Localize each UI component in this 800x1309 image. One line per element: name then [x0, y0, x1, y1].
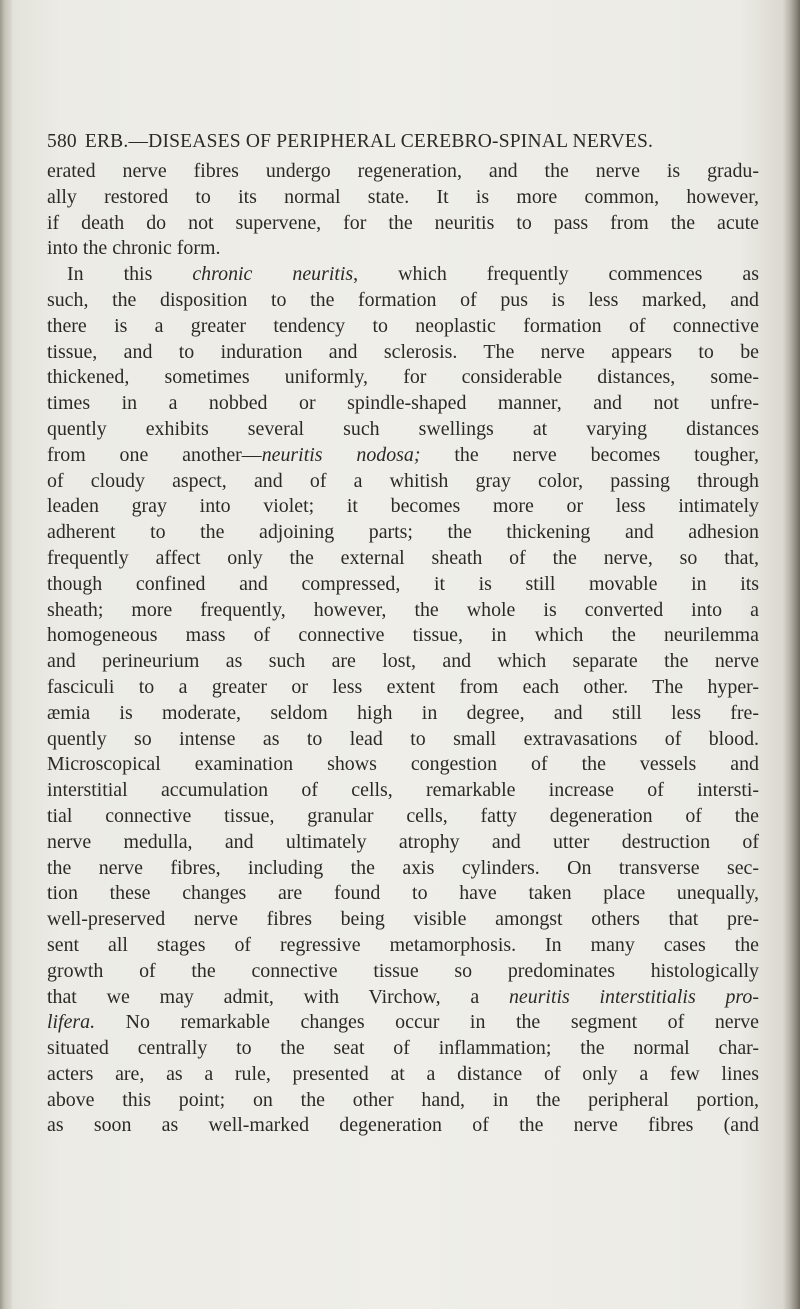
text-line	[47, 262, 759, 288]
italic-term: neuritis interstitialis pro-	[508, 985, 759, 1008]
text-fragment: In this	[67, 263, 193, 286]
text-line: of cloudy aspect, and of a whitish gray color, passing through	[47, 469, 759, 492]
text-line: as soon as well-marked degeneration of the nerve fibres (and	[47, 1114, 759, 1137]
text-line: acters are, as a rule, presented at a distance of only a few lines	[47, 1062, 759, 1085]
text-line: Microscopical examination shows congestion of the vessels and	[47, 753, 759, 776]
text-line: such, the disposition to the formation of pus is less marked, and	[47, 288, 759, 311]
text-line: quently so intense as to lead to small extravasations of blood.	[47, 727, 759, 750]
text-line: tial connective tissue, granular cells, fatty degeneration of the	[47, 804, 759, 827]
text-line: frequently affect only the external sheath of the nerve, so that,	[47, 546, 759, 569]
text-line: growth of the connective tissue so predominates histologically	[47, 959, 759, 982]
text-line: æmia is moderate, seldom high in degree, and still less fre-	[47, 701, 759, 724]
text-line: sent all stages of regressive metamorphosis. In many cases the	[47, 933, 759, 956]
text-line: nerve medulla, and ultimately atrophy and utter destruction of	[47, 830, 759, 853]
page-gutter-left	[0, 0, 12, 1309]
text-line: ally restored to its normal state. It is more common, however,	[47, 185, 759, 208]
text-fragment: from one another—	[47, 443, 262, 466]
text-line: quently exhibits several such swellings at varying distances	[47, 417, 759, 440]
italic-term: chronic neuritis	[192, 263, 354, 286]
running-title: ERB.—DISEASES OF PERIPHERAL CEREBRO-SPINAL NERVES.	[84, 131, 654, 152]
text-line: sheath; more frequently, however, the whole is converted into a	[47, 598, 759, 621]
text-line: tion these changes are found to have taken place unequally,	[47, 882, 759, 905]
text-line: into the chronic form.	[47, 237, 221, 260]
body-text	[47, 159, 759, 1139]
text-fragment: the nerve becomes tougher,	[420, 443, 760, 466]
text-line: above this point; on the other hand, in the peripheral portion,	[47, 1088, 759, 1111]
page-number: 580	[47, 131, 77, 152]
text-line: interstitial accumulation of cells, remarkable increase of intersti-	[47, 779, 759, 802]
text-line	[47, 985, 759, 1011]
text-line: tissue, and to induration and sclerosis. The nerve appears to be	[47, 340, 759, 363]
text-line: thickened, sometimes uniformly, for considerable distances, some-	[47, 366, 759, 389]
text-line: and perineurium as such are lost, and which separate the nerve	[47, 650, 759, 673]
text-line: times in a nobbed or spindle-shaped manner, and not unfre-	[47, 392, 759, 415]
text-line	[47, 443, 759, 469]
text-fragment: that we may admit, with Virchow, a	[47, 985, 509, 1008]
text-line: leaden gray into violet; it becomes more or less intimately	[47, 495, 759, 518]
text-line: fasciculi to a greater or less extent from each other. The hyper-	[47, 675, 759, 698]
page-edge-right	[782, 0, 800, 1309]
text-line: the nerve fibres, including the axis cylinders. On transverse sec-	[47, 856, 759, 879]
text-line: erated nerve fibres undergo regeneration, and the nerve is gradu-	[47, 160, 759, 182]
italic-term: neuritis nodosa;	[261, 443, 421, 466]
text-line	[47, 1010, 759, 1036]
text-line: there is a greater tendency to neoplastic formation of connective	[47, 314, 759, 337]
text-fragment: No remarkable changes occur in the segment of nerve	[95, 1011, 759, 1034]
text-line: adherent to the adjoining parts; the thickening and adhesion	[47, 521, 759, 544]
text-fragment: , which frequently commences as	[353, 263, 760, 286]
text-line: homogeneous mass of connective tissue, in which the neurilemma	[47, 624, 759, 647]
italic-term: lifera.	[47, 1011, 96, 1034]
text-line: well-preserved nerve fibres being visible amongst others that pre-	[47, 908, 759, 931]
text-line: situated centrally to the seat of inflammation; the normal char-	[47, 1037, 759, 1060]
running-header	[47, 131, 759, 157]
text-line: though confined and compressed, it is still movable in its	[47, 572, 759, 595]
text-line: if death do not supervene, for the neuritis to pass from the acute	[47, 211, 759, 234]
